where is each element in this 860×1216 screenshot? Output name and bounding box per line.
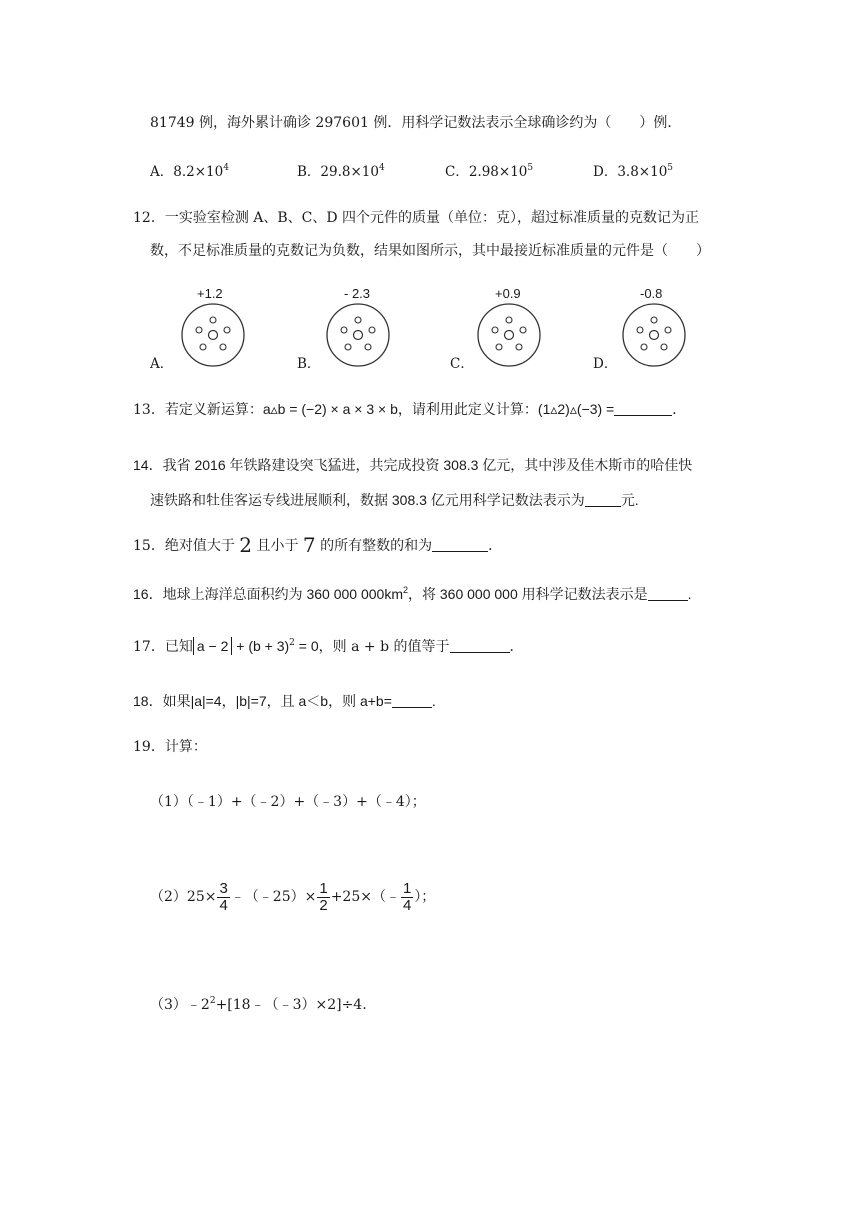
- q15-text-c: 的所有整数的和为: [315, 538, 433, 554]
- disc-c-letter: C．: [450, 356, 474, 372]
- q17-text-b: + (b + 3): [232, 638, 290, 654]
- q18-text: 18．如果|a|=4，|b|=7，且 a＜b，则 a+b=: [133, 693, 392, 709]
- fraction-3-4: [217, 881, 229, 914]
- q17-text-d: ，则 a + b 的值等于: [318, 639, 450, 655]
- q14-unit: 元.: [620, 492, 639, 508]
- disc-a-value: +1.2: [197, 286, 223, 301]
- q18-line: [133, 691, 436, 711]
- q15-number-7: 7: [302, 533, 316, 557]
- disc-option-a[interactable]: [150, 286, 250, 376]
- option-a-label: A．8.2×10: [150, 164, 224, 180]
- q19-title: 19．计算：: [133, 739, 207, 755]
- option-d-label: D．3.8×10: [593, 164, 668, 180]
- q17-end: ．: [509, 639, 524, 655]
- q15-line: [133, 533, 503, 557]
- component-disc-icon: [180, 302, 246, 368]
- fraction-denominator: 2: [319, 896, 328, 914]
- q15-number-2: 2: [239, 533, 252, 557]
- component-disc-icon: [621, 302, 687, 368]
- q16-text-a: 16．地球上海洋总面积约为 360 000 000km: [133, 586, 403, 602]
- q16-line: [133, 584, 692, 604]
- option-b-label: B．29.8×10: [297, 164, 379, 180]
- q15-answer-blank[interactable]: [432, 537, 488, 552]
- disc-a-letter: A．: [150, 356, 174, 372]
- q16-end: .: [687, 586, 692, 602]
- q14-line2-text: 速铁路和牡佳客运专线进展顺利，数据 308.3 亿元用科学记数法表示为: [150, 492, 585, 508]
- fraction-1-2: [317, 881, 329, 914]
- q15-text-a: 15．绝对值大于: [133, 538, 240, 554]
- q11-options: [0, 160, 860, 182]
- q14-line1: 14．我省 2016 年铁路建设突飞猛进，共完成投资 308.3 亿元，其中涉及佳木斯市的哈佳快: [133, 457, 693, 473]
- q17-text-c: = 0: [294, 638, 319, 654]
- fraction-denominator: 4: [402, 896, 412, 914]
- q11-line: 81749 例，海外累计确诊 297601 例．用科学记数法表示全球确诊约为（ ）例．: [150, 115, 682, 131]
- option-c[interactable]: [445, 160, 533, 180]
- q14-answer-blank[interactable]: [585, 492, 621, 507]
- option-d-exp: 5: [667, 163, 674, 173]
- q19-part1: （1）（﹣1）+（﹣2）+（﹣3）+（﹣4）；: [150, 794, 426, 810]
- disc-b-value: - 2.3: [344, 286, 371, 301]
- option-b-exp: 4: [378, 163, 385, 173]
- q13-definition: a▵b = (−2) × a × 3 × b: [262, 401, 398, 417]
- q19-part3: [150, 995, 367, 1015]
- q13-mid: ，请利用此定义计算：: [397, 402, 538, 418]
- q19-p2-b: ﹣（﹣25）×: [230, 889, 317, 905]
- q15-text-b: 且小于: [252, 538, 303, 554]
- disc-c-value: +0.9: [495, 286, 521, 301]
- fraction-1-4: [401, 881, 413, 914]
- q19-part2: [150, 877, 435, 917]
- q16-text-b: ，将 360 000 000 用科学记数法表示是: [408, 586, 648, 602]
- option-a-exp: 4: [223, 163, 229, 173]
- q18-end: .: [431, 693, 436, 709]
- q14-line2: [150, 490, 639, 510]
- q19-p3-b: +[18﹣（﹣3）×2]÷4.: [215, 997, 367, 1013]
- fraction-numerator: 1: [319, 879, 328, 897]
- disc-d-letter: D．: [593, 356, 618, 372]
- disc-option-b[interactable]: [297, 286, 397, 376]
- q13-line: [133, 399, 686, 420]
- q17-exp: 2: [289, 638, 295, 648]
- q19-p2-d: ）；: [414, 889, 436, 905]
- q13-answer-blank[interactable]: [614, 401, 672, 416]
- q17-line: [133, 636, 524, 657]
- disc-option-d[interactable]: [593, 286, 693, 376]
- q13-prefix: 13．若定义新运算：: [133, 402, 263, 418]
- fraction-numerator: 3: [219, 879, 228, 897]
- q17-text-a: 17．已知: [133, 639, 193, 655]
- q16-answer-blank[interactable]: [648, 586, 688, 601]
- q15-end: ．: [488, 538, 503, 554]
- option-d[interactable]: [593, 160, 673, 180]
- q12-line2: 数，不足标准质量的克数记为负数，结果如图所示，其中最接近标准质量的元件是（ ）: [150, 243, 710, 259]
- disc-b-letter: B．: [297, 356, 321, 372]
- q16-exp: 2: [402, 585, 408, 595]
- q19-p2-c: +25×（﹣: [330, 889, 400, 905]
- q12-line1: 12．一实验室检测 A、B、C、D 四个元件的质量（单位：克），超过标准质量的克数记为正: [133, 210, 700, 226]
- disc-option-c[interactable]: [450, 286, 550, 376]
- component-disc-icon: [325, 302, 391, 368]
- option-c-exp: 5: [527, 163, 534, 173]
- q19-p3-a: （3）﹣2: [150, 997, 210, 1013]
- component-disc-icon: [476, 302, 542, 368]
- q19-p2-a: （2）25×: [150, 889, 217, 905]
- q17-abs-value: a − 2: [193, 637, 233, 655]
- option-b[interactable]: [297, 160, 385, 180]
- q18-answer-blank[interactable]: [392, 693, 432, 708]
- fraction-numerator: 1: [402, 879, 412, 897]
- disc-d-value: -0.8: [640, 286, 663, 301]
- option-a[interactable]: [150, 160, 229, 180]
- q19-p3-exp: 2: [209, 996, 216, 1006]
- fraction-denominator: 4: [219, 896, 228, 914]
- option-c-label: C．2.98×10: [445, 164, 528, 180]
- q17-answer-blank[interactable]: [450, 638, 510, 653]
- q13-end: ．: [672, 402, 687, 418]
- q13-expression: (1▵2)▵(−3) =: [537, 401, 615, 417]
